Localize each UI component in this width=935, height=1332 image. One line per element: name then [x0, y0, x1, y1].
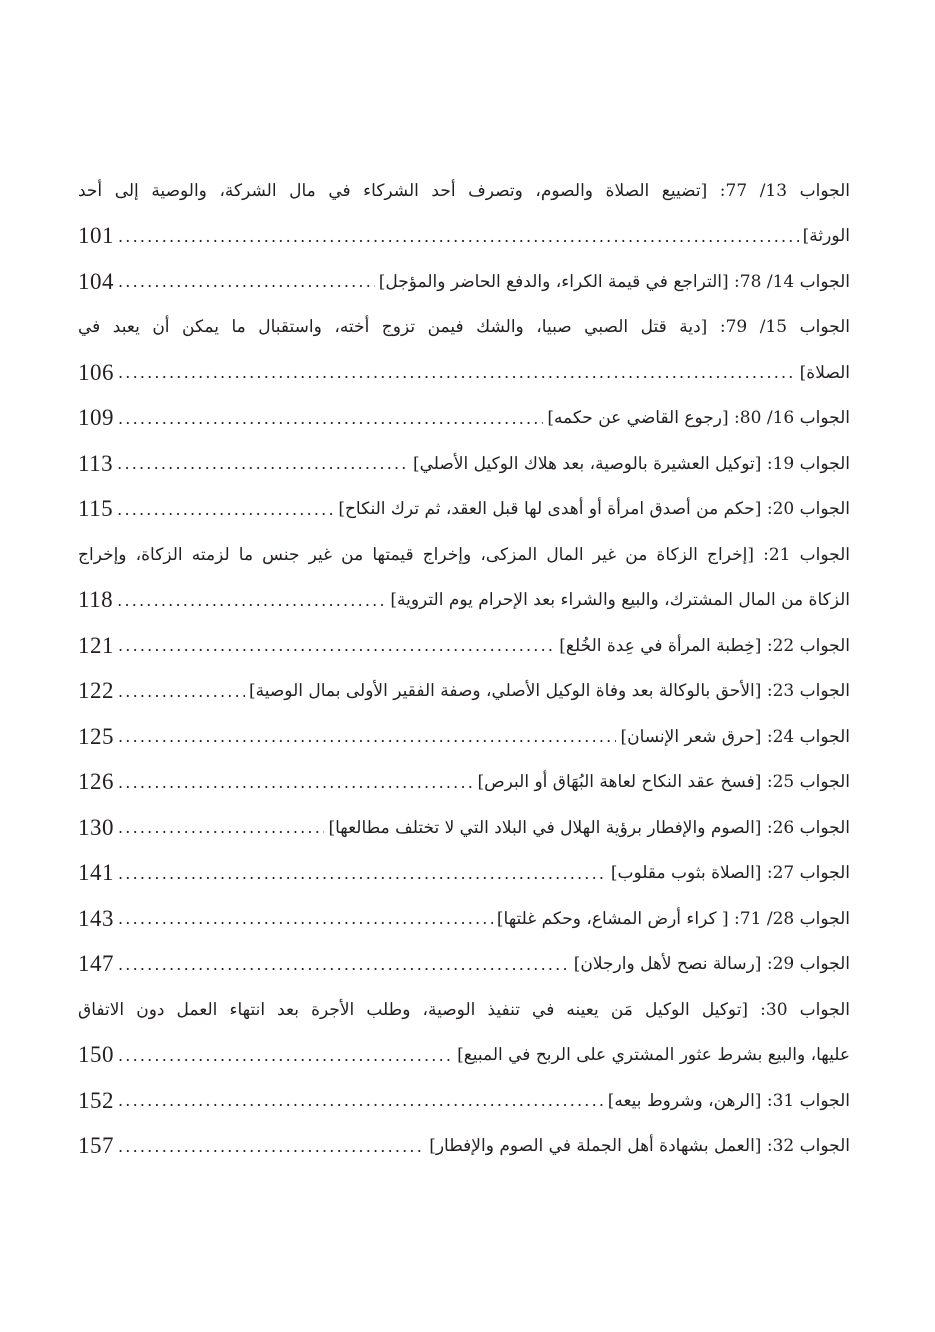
dot-leader [118, 1046, 453, 1065]
page-number: 152 [78, 1087, 114, 1113]
page-number: 125 [78, 723, 114, 749]
toc-line [78, 305, 850, 351]
dot-leader [118, 272, 375, 291]
dot-leader [117, 500, 334, 519]
dot-leader [118, 636, 555, 655]
dot-leader [118, 1137, 425, 1156]
toc-line [78, 851, 850, 897]
page-number: 118 [78, 587, 114, 613]
dot-leader [118, 1091, 604, 1110]
toc-line [78, 942, 850, 988]
toc-entry-text: عليها، والبيع بشرط عثور المشتري على الربح في المبيع] [457, 1045, 850, 1066]
toc-entry-text: الجواب 16/ 80: [رجوع القاضي عن حكمه] [547, 408, 850, 429]
toc-line [78, 896, 850, 942]
toc-entry-text: الجواب 19: [توكيل العشيرة بالوصية، بعد هلاك الوكيل الأصلي] [412, 453, 850, 474]
page-number: 106 [78, 359, 114, 385]
toc-line [78, 259, 850, 305]
dot-leader [118, 909, 493, 928]
page-number: 115 [78, 496, 114, 522]
toc-line [78, 1033, 850, 1079]
toc-line [78, 987, 850, 1033]
toc-entry-text: الجواب 27: [الصلاة بثوب مقلوب] [610, 863, 850, 884]
dot-leader [118, 682, 245, 701]
toc-line [78, 714, 850, 760]
toc-entry-text: الجواب 26: [الصوم والإفطار برؤية الهلال في البلاد التي لا تختلف مطالعها] [328, 817, 850, 838]
page-number: 141 [78, 860, 114, 886]
page-number: 113 [78, 450, 114, 476]
dot-leader [118, 227, 799, 246]
dot-leader [118, 363, 796, 382]
toc-entry-text: الجواب 28/ 71: [ كراء أرض المشاع، وحكم غلتها] [496, 908, 850, 929]
toc-line [78, 760, 850, 806]
dot-leader [118, 409, 543, 428]
toc-entry-text: الجواب 29: [رسالة نصح لأهل وارجلان] [573, 954, 850, 975]
page-number: 143 [78, 905, 114, 931]
dot-leader [117, 591, 386, 610]
toc-line [78, 350, 850, 396]
page-number: 147 [78, 951, 114, 977]
page-number: 104 [78, 268, 114, 294]
page-number: 101 [78, 223, 114, 249]
toc-line [78, 168, 850, 214]
toc-line [78, 1124, 850, 1170]
toc-line [78, 578, 850, 624]
toc-line [78, 487, 850, 533]
dot-leader [118, 955, 570, 974]
dot-leader [117, 454, 409, 473]
toc-entry-text: الجواب 22: [خِطبة المرأة في عِدة الخُلع] [559, 635, 850, 656]
page-number: 109 [78, 405, 114, 431]
toc-entry-text: الجواب 13/ 77: [تضييع الصلاة والصوم، وتصرف أحد الشركاء في مال الشركة، والوصية إلى أحد [78, 180, 850, 201]
toc-line [78, 441, 850, 487]
toc-line [78, 805, 850, 851]
toc-entry-text: الجواب 14/ 78: [التراجع في قيمة الكراء، والدفع الحاضر والمؤجل] [378, 271, 850, 292]
toc-line [78, 1078, 850, 1124]
toc-entry-text: الجواب 20: [حكم من أصدق امرأة أو أهدى لها قبل العقد، ثم ترك النكاح] [338, 499, 850, 520]
dot-leader [118, 727, 616, 746]
toc-entry-text: الجواب 15/ 79: [دية قتل الصبي صبيا، والشك فيمن تزوج أخته، واستقبال ما يمكن أن يعبد في [78, 317, 850, 338]
toc-line [78, 532, 850, 578]
page-number: 121 [78, 632, 114, 658]
toc-entry-text: الصلاة] [799, 362, 850, 383]
dot-leader [118, 864, 607, 883]
toc-entry-text: الورثة] [802, 226, 850, 247]
page-number: 126 [78, 769, 114, 795]
toc-line [78, 669, 850, 715]
toc-entry-text: الجواب 23: [الأحق بالوكالة بعد وفاة الوكيل الأصلي، وصفة الفقير الأولى بمال الوصية] [248, 681, 850, 702]
dot-leader [118, 818, 324, 837]
dot-leader [118, 773, 473, 792]
toc-entry-text: الجواب 24: [حرق شعر الإنسان] [620, 726, 850, 747]
toc-line [78, 396, 850, 442]
toc-entry-text: الجواب 30: [توكيل الوكيل مَن يعينه في تنفيذ الوصية، وطلب الأجرة بعد انتهاء العمل دون الاتفاق [78, 999, 850, 1020]
toc-entry-text: الجواب 21: [إخراج الزكاة من غير المال المزكى، وإخراج قيمتها من غير جنس ما لزمته الزكاة، وإخراج [78, 544, 850, 565]
toc-line [78, 623, 850, 669]
toc-line [78, 214, 850, 260]
toc-entry-text: الجواب 25: [فسخ عقد النكاح لعاهة البُهَاق أو البرص] [477, 772, 850, 793]
table-of-contents [78, 168, 850, 1169]
page-number: 130 [78, 814, 114, 840]
page-number: 122 [78, 678, 114, 704]
toc-entry-text: الجواب 31: [الرهن، وشروط بيعه] [607, 1090, 850, 1111]
page-number: 157 [78, 1133, 114, 1159]
toc-entry-text: الزكاة من المال المشترك، والبيع والشراء بعد الإحرام يوم التروية] [390, 590, 850, 611]
toc-entry-text: الجواب 32: [العمل بشهادة أهل الجملة في الصوم والإفطار] [429, 1136, 850, 1157]
page-number: 150 [78, 1042, 114, 1068]
